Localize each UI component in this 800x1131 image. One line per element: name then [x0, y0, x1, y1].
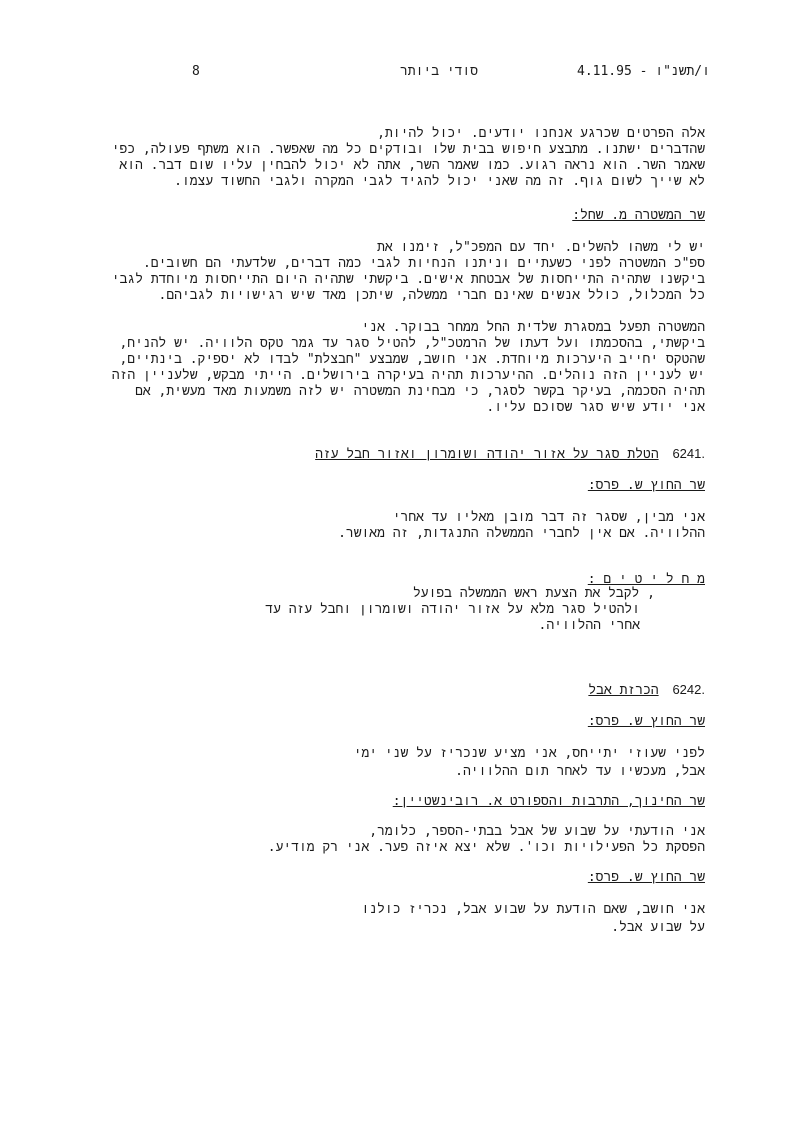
decision-line-3: אחרי ההלוויה. — [538, 618, 640, 633]
agenda-item-number: 6241. — [672, 446, 705, 461]
p6-line-2: הפסקת כל הפעילויות וכו'. שלא יצא איזה פער. אני רק מודיע. — [267, 840, 705, 855]
p2-line-1: יש לי משהו להשלים. יחד עם המפכ"ל, זימנו את — [377, 240, 705, 255]
p2-line-3: ביקשנו שתהיה התייחסות של אבטחת אישים. ביקשתי שתהיה היום התייחסות מיוחדת לגבי — [111, 272, 705, 287]
agenda-item — [588, 682, 705, 699]
speaker-heading: שר החוץ ש. פרס: — [587, 870, 705, 885]
p3-line-2: ביקשתי, בהסכמתו ועל דעתו של הרמטכ"ל, להטיל סגר עד גמר טקס הלוויה. יש להניח, — [119, 336, 705, 351]
p5-line-2: אבל, מעכשיו עד לאחר תום ההלוויה. — [455, 764, 705, 779]
p3-line-5: תהיה הסכמה, בעיקר בקשר לסגר, כי מבחינת המשטרה יש לזה משמעות מאד מעשית, אם — [135, 384, 705, 399]
agenda-item-title: הכרזת אבל — [588, 683, 659, 698]
p3-line-4: יש לעניין הזה נוהלים. ההיערכות תהיה בעיקרה בירושלים. הייתי מבקש, שלעניין הזה — [111, 368, 705, 383]
agenda-item-title: הטלת סגר על אזור יהודה ושומרון ואזור חבל עזה — [315, 447, 659, 462]
decision-heading: מ ח ל י ט י ם : — [587, 572, 705, 587]
p1-line-2: שהדברים ישתנו. מתבצע חיפוש בבית שלו ובודקים כל מה שאפשר. הוא משתף פעולה, כפי — [111, 142, 705, 157]
agenda-item-number: 6242. — [672, 682, 705, 697]
speaker-heading: שר החוץ ש. פרס: — [587, 478, 705, 493]
p6-line-1: אני הודעתי על שבוע של אבל בבתי-הספר, כלומר, — [369, 824, 705, 839]
p4-line-2: ההלוויה. אם אין לחברי הממשלה התנגדות, זה מאושר. — [338, 526, 705, 541]
speaker-heading: שר החוץ ש. פרס: — [587, 714, 705, 729]
agenda-item — [315, 446, 705, 463]
p3-line-1: המשטרה תפעל במסגרת שלדית החל ממחר בבוקר. אני — [361, 320, 705, 335]
p1-line-3: שאמר השר. הוא נראה רגוע. כמו שאמר השר, אתה לא יכול להבחין עליו שום דבר. הוא — [119, 158, 705, 173]
speaker-heading: שר החינוך, התרבות והספורט א. רובינשטיין: — [392, 794, 705, 809]
p7-line-1: אני חושב, שאם הודעת על שבוע אבל, נכריז כולנו — [361, 902, 705, 917]
p1-line-4: לא שייך לשום גוף. זה מה שאני יכול להגיד לגבי המקרה ולגבי החשוד עצמו. — [174, 174, 705, 189]
p1-line-1: אלה הפרטים שכרגע אנחנו יודעים. יכול להיות, — [377, 126, 705, 141]
classification-label: סודי ביותר — [400, 64, 479, 79]
p2-line-4: כל המכלול, כולל אנשים שאינם חברי ממשלה, שיתכן מאד שיש רגישויות לגביהם. — [158, 288, 705, 303]
p5-line-1: לפני שעוזי יתייחס, אני מציע שנכריז על שני ימי — [353, 746, 705, 761]
p7-line-2: על שבוע אבל. — [611, 920, 705, 935]
document-date: ו/תשנ"ו - 4.11.95 — [577, 64, 710, 79]
decision-line-1: , לקבל את הצעת ראש הממשלה בפועל — [412, 586, 655, 601]
page-number: 8 — [192, 64, 200, 79]
p2-line-2: ספ"כ המשטרה לפני כשעתיים וניתנו הנחיות לגבי כמה דברים, שלדעתי הם חשובים. — [142, 256, 705, 271]
p3-line-6: אני יודע שיש סגר שסוכם עליו. — [486, 400, 705, 415]
p4-line-1: אני מבין, שסגר זה דבר מובן מאליו עד אחרי — [392, 510, 705, 525]
speaker-heading: שר המשטרה מ. שחל: — [572, 208, 705, 223]
decision-line-2: ולהטיל סגר מלא על אזור יהודה ושומרון וחבל עזה עד — [265, 602, 640, 617]
p3-line-3: שהטקס יחייב היערכות מיוחדת. אני חושב, שמבצע "חבצלת" לבדו לא יספיק. בינתיים, — [119, 352, 705, 367]
